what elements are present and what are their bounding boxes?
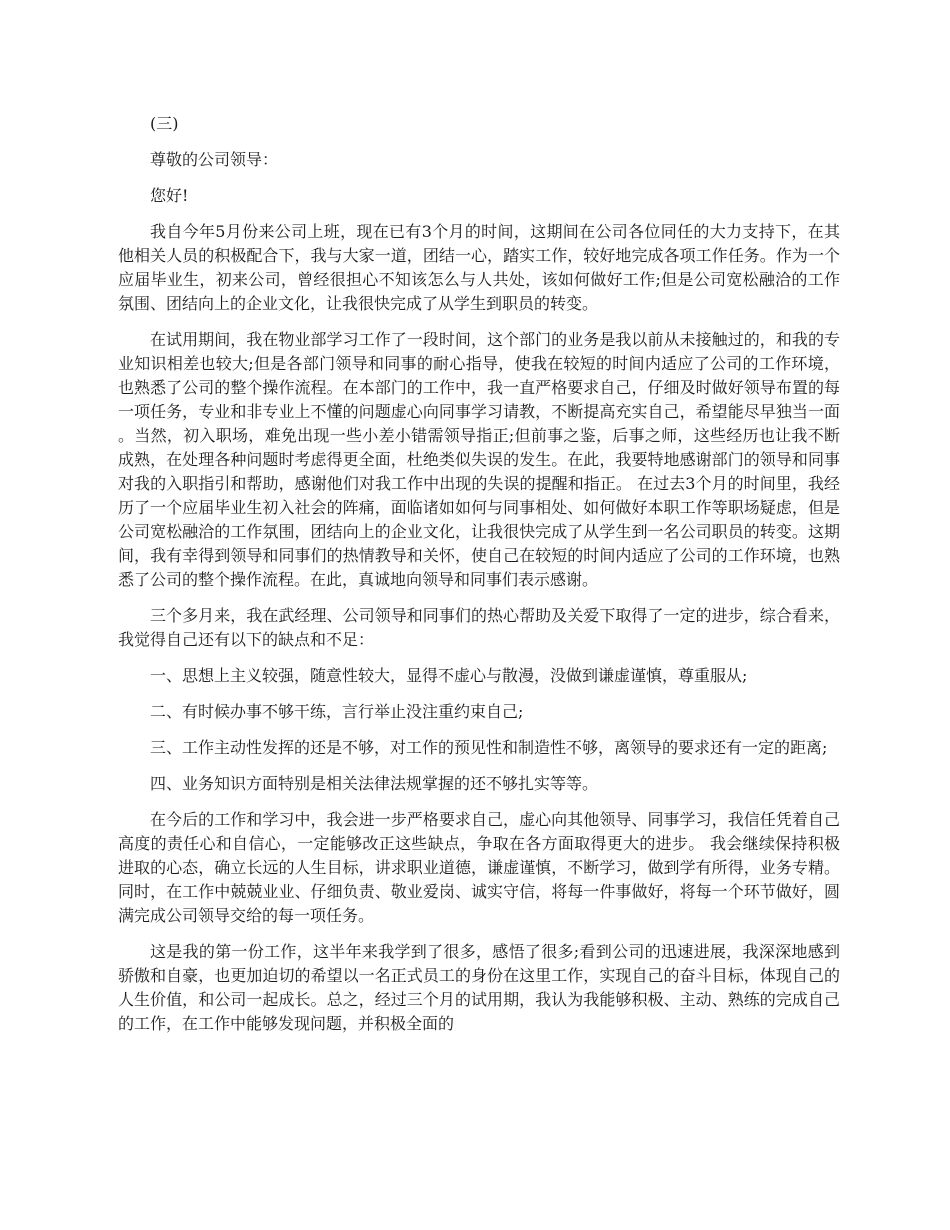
body-paragraph: 在试用期间，我在物业部学习工作了一段时间，这个部门的业务是我以前从未接触过的，和我的专业知识相差也较大;但是各部门领导和同事的耐心指导，使我在较短的时间内适应了公司的工作环境，也熟悉了公司的整个操作流程。在本部门的工作中，我一直严格要求自己，仔细及时做好领导布置的每一项任务，专业和非专业上不懂的问题虚心向同事学习请教，不断提高充实自己，希望能尽早独当一面 。当然，初入职场，难免出现一些小差小错需领导指正;但前事之鉴，后事之师，这些经历也让我不断成熟，在处理各种问题时考虑得更全面，杜绝类似失误的发生。在此，我要特地感谢部门的领导和同事对我的入职指引和帮助，感谢他们对我工作中出现的失误的提醒和指正。 在过去3个月的时间里，我经历了一个应届毕业生初入社会的阵痛，面临诸如如何与同事相处、如何做好本职工作等职场疑虑，但是公司宽松融洽的工作氛围，团结向上的企业文化，让我很快完成了从学生到一名公司职员的转变。这期间，我有幸得到领导和同事们的热情教导和关怀，使自己在较短的时间内适应了公司的工作环境，也熟悉了公司的整个操作流程。在此，真诚地向领导和同事们表示感谢。 bbox=[118, 330, 840, 589]
body-paragraph: 三个多月来，我在武经理、公司领导和同事们的热心帮助及关爱下取得了一定的进步，综合看来，我觉得自己还有以下的缺点和不足： bbox=[118, 606, 840, 649]
body-paragraph: 在今后的工作和学习中，我会进一步严格要求自己，虚心向其他领导、同事学习，我信任凭着自己高度的责任心和自信心，一定能够改正这些缺点，争取在各方面取得更大的进步。 我会继续保持积极进取的心态，确立长远的人生目标，讲求职业道德，谦虚谨慎，不断学习，做到学有所得，业务专精。同时，在工作中兢兢业业、仔细负责、敬业爱岗、诚实守信，将每一件事做好，将每一个环节做好，圆满完成公司领导交给的每一项任务。 bbox=[118, 810, 840, 925]
greeting: 您好! bbox=[150, 186, 189, 205]
shortcoming-item: 二、有时候办事不够干练，言行举止没注重约束自己; bbox=[150, 702, 524, 721]
body-paragraph: 这是我的第一份工作，这半年来我学到了很多，感悟了很多;看到公司的迅速进展，我深深地感到骄傲和自豪，也更加迫切的希望以一名正式员工的身份在这里工作，实现自己的奋斗目标，体现自己的人生价值，和公司一起成长。总之，经过三个月的试用期，我认为我能够积极、主动、熟练的完成自己的工作，在工作中能够发现问题，并积极全面的 bbox=[118, 942, 840, 1033]
section-marker: (三) bbox=[150, 114, 179, 133]
document-page bbox=[118, 112, 840, 1048]
shortcoming-item: 三、工作主动性发挥的还是不够，对工作的预见性和制造性不够，离领导的要求还有一定的距离; bbox=[150, 738, 828, 757]
shortcoming-item: 一、思想上主义较强，随意性较大，显得不虚心与散漫，没做到谦虚谨慎，尊重服从; bbox=[150, 666, 748, 685]
salutation: 尊敬的公司领导： bbox=[150, 150, 279, 169]
shortcoming-item: 四、业务知识方面特别是相关法律法规掌握的还不够扎实等等。 bbox=[150, 774, 599, 793]
body-paragraph: 我自今年5月份来公司上班，现在已有3个月的时间，这期间在公司各位同任的大力支持下，在其他相关人员的积极配合下，我与大家一道，团结一心，踏实工作，较好地完成各项工作任务。作为一个应届毕业生，初来公司，曾经很担心不知该怎么与人共处，该如何做好工作;但是公司宽松融洽的工作氛围、团结向上的企业文化，让我很快完成了从学生到职员的转变。 bbox=[118, 222, 840, 313]
